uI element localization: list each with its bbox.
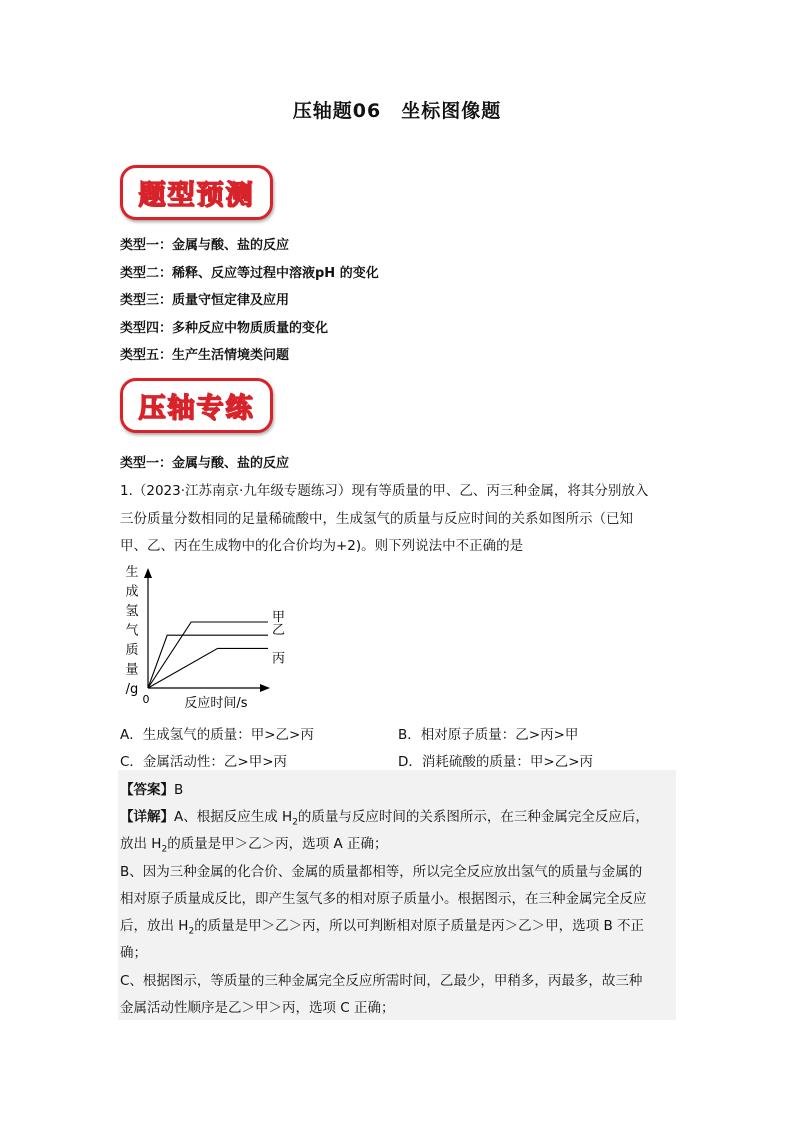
y-axis-label-char: 生 xyxy=(125,565,139,580)
origin-label: 0 xyxy=(142,693,150,706)
detail-line-7: C、根据图示，等质量的三种金属完全反应所需时间，乙最少，甲稍多，丙最多，故三种 xyxy=(120,973,643,989)
practice-badge xyxy=(120,378,273,433)
option-c[interactable]: C．金属活动性：乙>甲>丙 xyxy=(120,754,288,770)
type-item-5: 类型五：生产生活情境类问题 xyxy=(120,348,290,363)
option-b[interactable]: B．相对原子质量：乙>丙>甲 xyxy=(398,727,579,743)
detail-line-4: 相对原子质量成反比，即产生氢气多的相对原子质量小。根据图示，在三种金属完全反应 xyxy=(120,891,647,907)
section-heading: 类型一：金属与酸、盐的反应 xyxy=(120,456,290,471)
y-axis-label-char: 质 xyxy=(125,643,139,658)
series-label-2: 乙 xyxy=(272,623,286,639)
x-axis-label: 反应时间/s xyxy=(184,696,248,710)
y-axis-label-char: 量 xyxy=(125,662,139,678)
detail-line-2: 放出 $H_2$的质量是甲＞乙＞丙，选项 A 正确； xyxy=(120,836,388,855)
type-item-1: 类型一：金属与酸、盐的反应 xyxy=(120,238,290,253)
series-line-3 xyxy=(148,648,268,688)
y-axis-label-char: 氢 xyxy=(125,604,139,619)
chart-svg xyxy=(118,560,293,710)
question-text xyxy=(120,478,676,561)
chart xyxy=(118,560,293,710)
series-label-1: 甲 xyxy=(272,610,286,625)
detail-line-5: 后，放出 $H_2$的质量是甲＞乙＞丙，所以可判断相对原子质量是丙＞乙＞甲，选项 B 不正 xyxy=(120,918,645,937)
type-item-2: 类型二：稀释、反应等过程中溶液pH 的变化 xyxy=(120,265,379,281)
detail-line-1: 【详解】A、根据反应生成 $H_2$的质量与反应时间的关系图所示，在三种金属完全反应后， xyxy=(120,809,649,828)
answer-line xyxy=(120,778,183,798)
series-line-2 xyxy=(148,635,268,688)
page-title: 压轴题06 坐标图像题 xyxy=(292,100,502,122)
type-item-4: 类型四：多种反应中物质质量的变化 xyxy=(120,320,329,336)
question-line-2: 三份质量分数相同的足量稀硫酸中，生成氢气的质量与反应时间的关系如图所示（已知 xyxy=(120,510,633,527)
detail-line-8: 金属活动性顺序是乙＞甲＞丙，选项 C 正确； xyxy=(120,1000,395,1016)
y-axis-label-char: 气 xyxy=(125,623,139,639)
y-axis-arrow xyxy=(144,568,152,578)
option-d[interactable]: D．消耗硫酸的质量：甲>乙>丙 xyxy=(398,754,594,770)
question-line-1: 1.（2023·江苏南京·九年级专题练习）现有等质量的甲、乙、丙三种金属，将其分别放入 xyxy=(120,483,649,499)
y-axis-label-char: /g xyxy=(125,682,139,697)
type-list xyxy=(120,237,379,375)
question-line-3: 甲、乙、丙在生成物中的化合价均为+2)。则下列说法中不正确的是 xyxy=(120,538,524,554)
answer-value: B xyxy=(174,782,184,798)
detail-line-6: 确； xyxy=(120,945,147,961)
y-axis-label-char: 成 xyxy=(125,584,139,600)
option-a[interactable]: A．生成氢气的质量：甲>乙>丙 xyxy=(120,727,314,743)
x-axis-arrow xyxy=(260,684,270,692)
detail-label: 【详解】 xyxy=(120,809,174,825)
detail-line-3: B、因为三种金属的化合价、金属的质量都相等，所以完全反应放出氢气的质量与金属的 xyxy=(120,864,643,880)
predict-badge xyxy=(120,165,273,220)
practice-badge-label: 压轴专练 xyxy=(138,393,255,424)
type-item-3: 类型三：质量守恒定律及应用 xyxy=(120,293,290,308)
predict-badge-label: 题型预测 xyxy=(138,180,255,211)
series-label-3: 丙 xyxy=(272,651,286,667)
answer-label: 【答案】 xyxy=(120,782,174,798)
